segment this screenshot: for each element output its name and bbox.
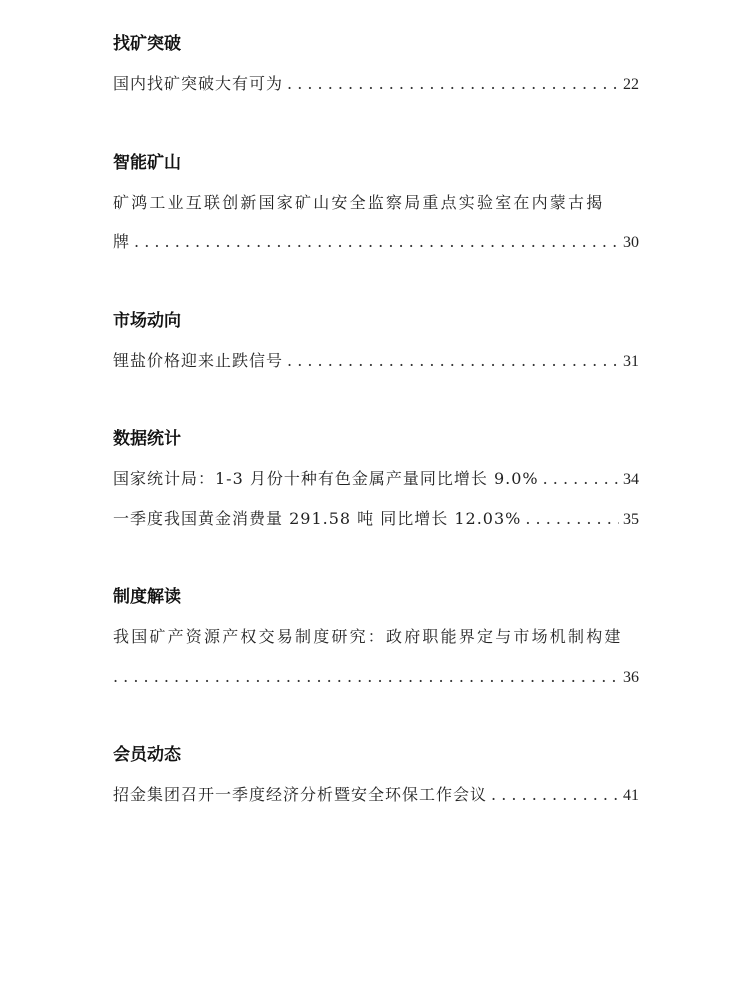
- dot-leader: [113, 665, 619, 689]
- section-heading-smart-mine: 智能矿山: [113, 153, 181, 173]
- dot-leader: [287, 349, 619, 373]
- toc-entry[interactable]: [113, 507, 639, 531]
- toc-entry-title: 国家统计局：1-3 月份十种有色金属产量同比增长 9.0%: [113, 469, 539, 488]
- section-heading-policy-interpretation: 制度解读: [113, 587, 181, 607]
- toc-entry[interactable]: [113, 783, 639, 807]
- toc-entry[interactable]: [113, 467, 639, 491]
- toc-entry-title: 国内找矿突破大有可为: [113, 74, 284, 93]
- toc-entry-title: 一季度我国黄金消费量 291.58 吨 同比增长 12.03%: [113, 509, 522, 528]
- toc-entry-page: 22: [623, 76, 639, 93]
- toc-entry-page: 41: [623, 787, 639, 804]
- toc-entry-page: 34: [623, 471, 639, 488]
- toc-entry-page: 36: [623, 669, 639, 686]
- section-heading-market-trends: 市场动向: [113, 311, 181, 331]
- dot-leader: [287, 72, 619, 96]
- dot-leader: [525, 507, 619, 531]
- toc-entry[interactable]: [113, 72, 639, 96]
- dot-leader: [543, 467, 619, 491]
- section-heading-statistics: 数据统计: [113, 429, 181, 449]
- toc-entry-title: 锂盐价格迎来止跌信号: [113, 351, 284, 370]
- dot-leader: [491, 783, 619, 807]
- section-heading-member-news: 会员动态: [113, 745, 181, 765]
- toc-entry-title-cont: 牌: [113, 232, 131, 251]
- toc-entry[interactable]: [113, 349, 639, 373]
- toc-entry-title: 我国矿产资源产权交易制度研究：政府职能界定与市场机制构建: [113, 627, 623, 646]
- toc-entry[interactable]: [113, 191, 639, 215]
- toc-entry-page: 31: [623, 353, 639, 370]
- toc-entry-title: 矿鸿工业互联创新国家矿山安全监察局重点实验室在内蒙古揭: [113, 193, 605, 212]
- toc-entry-continuation[interactable]: [113, 665, 639, 689]
- toc-entry-page: 35: [623, 511, 639, 528]
- section-heading-prospecting: 找矿突破: [113, 34, 181, 54]
- dot-leader: [134, 230, 619, 254]
- toc-entry-continuation[interactable]: [113, 230, 639, 254]
- toc-entry-page: 30: [623, 234, 639, 251]
- toc-entry-title: 招金集团召开一季度经济分析暨安全环保工作会议: [113, 785, 488, 804]
- toc-entry[interactable]: [113, 625, 639, 649]
